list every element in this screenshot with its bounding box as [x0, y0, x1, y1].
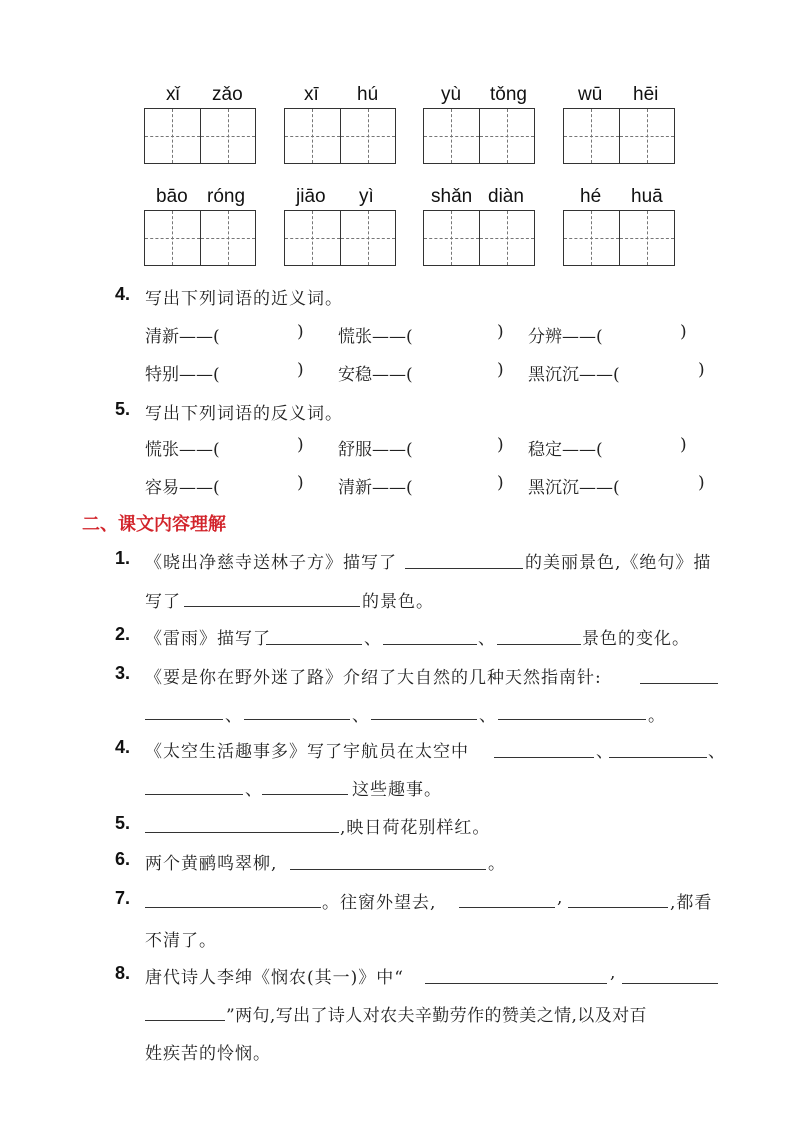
separator: 。 — [648, 706, 666, 726]
answer-blank[interactable] — [425, 983, 607, 984]
question-text: 的美丽景色,《绝句》描 — [525, 553, 712, 573]
separator: 、 — [364, 629, 382, 649]
question-text: 唐代诗人李绅《悯农(其一)》中“ — [145, 968, 404, 988]
question-text: 这些趣事。 — [352, 780, 442, 800]
answer-blank[interactable] — [609, 757, 707, 758]
pinyin: jiāo — [296, 186, 326, 207]
separator: 、 — [596, 742, 614, 762]
writing-grid[interactable] — [284, 210, 396, 266]
writing-grid[interactable] — [144, 108, 256, 164]
close-paren: ) — [297, 435, 304, 455]
pinyin: hú — [357, 84, 379, 105]
writing-grid[interactable] — [563, 210, 675, 266]
close-paren: ) — [497, 322, 504, 342]
word-item: 安稳——( — [338, 365, 413, 385]
pinyin: tǒng — [490, 84, 527, 105]
answer-blank[interactable] — [405, 568, 523, 569]
pinyin: yì — [359, 186, 374, 207]
writing-grid[interactable] — [423, 108, 535, 164]
answer-blank[interactable] — [622, 983, 718, 984]
question-text: 两个黄鹂鸣翠柳, — [145, 854, 278, 874]
close-paren: ) — [680, 435, 687, 455]
question-text: 写了 — [145, 592, 181, 612]
word-item: 清新——( — [145, 327, 220, 347]
answer-blank[interactable] — [145, 1020, 225, 1021]
writing-grid[interactable] — [284, 108, 396, 164]
pinyin: wū — [578, 84, 603, 105]
question-text: , — [610, 963, 617, 983]
question-number: 6. — [115, 849, 131, 869]
word-item: 分辨——( — [528, 327, 603, 347]
word-item: 黑沉沉——( — [528, 365, 620, 385]
word-item: 稳定——( — [528, 440, 603, 460]
question-text: 姓疾苦的怜悯。 — [145, 1044, 271, 1064]
answer-blank[interactable] — [383, 644, 477, 645]
answer-blank[interactable] — [290, 869, 486, 870]
answer-blank[interactable] — [145, 907, 321, 908]
separator: 、 — [245, 780, 263, 800]
answer-blank[interactable] — [371, 719, 477, 720]
answer-blank[interactable] — [498, 719, 646, 720]
question-number: 8. — [115, 963, 131, 983]
question-number: 4. — [115, 737, 131, 757]
pinyin: róng — [207, 186, 246, 207]
writing-grid[interactable] — [144, 210, 256, 266]
pinyin: zǎo — [212, 84, 243, 105]
question-text: 写出下列词语的近义词。 — [145, 289, 343, 309]
question-text: , — [557, 888, 564, 908]
close-paren: ) — [497, 360, 504, 380]
question-text: 《雷雨》描写了 — [145, 629, 271, 649]
answer-blank[interactable] — [494, 757, 594, 758]
word-item: 慌张——( — [338, 327, 413, 347]
word-item: 特别——( — [145, 365, 220, 385]
question-text: 的景色。 — [362, 592, 434, 612]
close-paren: ) — [497, 435, 504, 455]
question-text: 《晓出净慈寺送林子方》描写了 — [145, 553, 397, 573]
answer-blank[interactable] — [640, 683, 718, 684]
question-text: ,都看 — [670, 893, 713, 913]
answer-blank[interactable] — [568, 907, 668, 908]
answer-blank[interactable] — [262, 794, 348, 795]
answer-blank[interactable] — [266, 644, 362, 645]
answer-blank[interactable] — [145, 832, 339, 833]
question-text: 《太空生活趣事多》写了宇航员在太空中 — [145, 742, 469, 762]
word-item: 容易——( — [145, 478, 220, 498]
question-text: 《要是你在野外迷了路》介绍了大自然的几种天然指南针: — [145, 668, 602, 688]
close-paren: ) — [297, 473, 304, 493]
question-text: ”两句,写出了诗人对农夫辛勤劳作的赞美之情,以及对百 — [226, 1006, 647, 1026]
pinyin: hé — [580, 186, 602, 207]
close-paren: ) — [497, 473, 504, 493]
question-text: 写出下列词语的反义词。 — [145, 404, 343, 424]
close-paren: ) — [297, 322, 304, 342]
pinyin: diàn — [488, 186, 524, 207]
pinyin: xī — [304, 84, 319, 105]
close-paren: ) — [698, 473, 705, 493]
word-item: 舒服——( — [338, 440, 413, 460]
section-heading: 二、课文内容理解 — [82, 514, 226, 535]
question-number: 2. — [115, 624, 131, 644]
question-number: 3. — [115, 663, 131, 683]
word-item: 清新——( — [338, 478, 413, 498]
close-paren: ) — [297, 360, 304, 380]
writing-grid[interactable] — [563, 108, 675, 164]
question-text: ,映日荷花别样红。 — [340, 818, 491, 838]
question-text: 。往窗外望去, — [322, 893, 437, 913]
separator: 、 — [479, 706, 497, 726]
question-text: 景色的变化。 — [582, 629, 690, 649]
answer-blank[interactable] — [145, 794, 243, 795]
answer-blank[interactable] — [244, 719, 350, 720]
pinyin: yù — [441, 84, 462, 105]
question-text: 不清了。 — [145, 931, 217, 951]
separator: 、 — [225, 706, 243, 726]
answer-blank[interactable] — [497, 644, 581, 645]
answer-blank[interactable] — [459, 907, 555, 908]
writing-grid[interactable] — [423, 210, 535, 266]
answer-blank[interactable] — [184, 606, 360, 607]
pinyin: xǐ — [166, 84, 180, 105]
question-number: 5. — [115, 813, 131, 833]
answer-blank[interactable] — [145, 719, 223, 720]
close-paren: ) — [698, 360, 705, 380]
pinyin: shǎn — [431, 186, 473, 207]
word-item: 黑沉沉——( — [528, 478, 620, 498]
separator: 、 — [478, 629, 496, 649]
close-paren: ) — [680, 322, 687, 342]
word-item: 慌张——( — [145, 440, 220, 460]
question-number: 7. — [115, 888, 131, 908]
question-number: 4. — [115, 284, 131, 304]
question-text: 。 — [488, 854, 506, 874]
pinyin: bāo — [156, 186, 188, 207]
separator: 、 — [708, 742, 726, 762]
pinyin: hēi — [633, 84, 659, 105]
pinyin: huā — [631, 186, 663, 207]
question-number: 1. — [115, 548, 131, 568]
separator: 、 — [352, 706, 370, 726]
question-number: 5. — [115, 399, 131, 419]
